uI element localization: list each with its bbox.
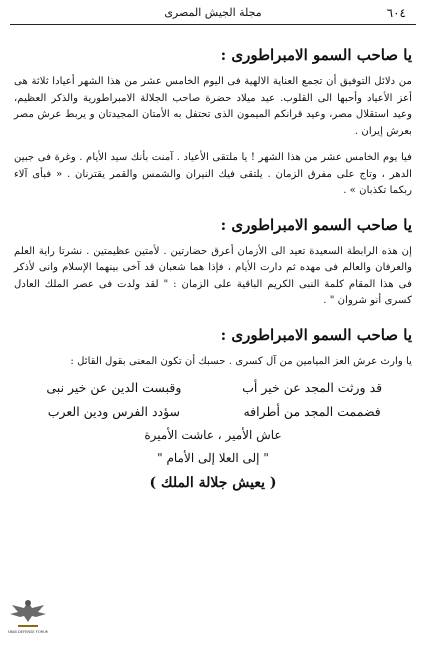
page-header [10,2,416,25]
page-number: ٦٠٤ [386,6,406,20]
section-heading: يا صاحب السمو الامبراطورى : [220,325,412,344]
verse-first-hemistich: فضممت المجد من أطرافه [243,404,381,419]
verse-second-hemistich: سؤدد الفرس ودين العرب [47,404,181,419]
closing-line: ( يعيش جلالة الملك ) [149,475,277,491]
section-heading: يا صاحب السمو الامبراطورى : [220,215,412,234]
section-heading: يا صاحب السمو الامبراطورى : [220,46,412,64]
running-title: مجلة الجيش المصرى [164,6,262,19]
article-body [14,30,412,491]
verse-second-hemistich: وقبست الدين عن خير نبى [46,380,182,395]
paragraph: من دلائل التوفيق أن تجمع العناية الالهية فى اليوم الخامس عشر من هذا الشهر أعيادا ثلاثة هى أعز الأعياد وأحبها الى القلوب. عيد ميلاد حضرة صاحب الجلالة الامبراطورية والذكر العظيم، وعيد استقلال مصر، وعيد قرانكم الميمون الذى تحتفل به الأمتان المجيدتان و يربط عرش مصر بعرش إيران . [14,76,412,137]
eagle-emblem-icon [8,596,48,640]
poem-verse [36,380,390,395]
paragraph: يا وارث عرش العز الميامين من آل كسرى . حسبك أن تكون المعنى بقول القائل : [70,355,412,367]
motto-line: " إلى العلا إلى الأمام " [157,451,269,465]
watermark-logo [8,596,48,640]
poem-verse [36,404,390,419]
svg-text:ARAB DEFENSE FORUM: ARAB DEFENSE FORUM [8,630,48,634]
paragraph: فيا يوم الخامس عشر من هذا الشهر ! يا ملتقى الأعياد . آمنت بأنك سيد الأيام . وغرة فى جبين الدهر ، وتاج على مفرق الزمان . يلتقى فيك النيران والشمس والقمر يقترنان . « فبأى آلاء ربكما تكذبان » . [14,152,412,196]
paragraph: إن هذه الرابطة السعيدة تعيد الى الأزمان أعرق حضارتين . لأمتين عظيمتين . نشرتا راية العلم والعرفان والعالم فى مهده ثم دارت الأيام ، فإذا هما شعبان قد آخى بينهما الإسلام وانى لأذكر فى هذا المقام كلمة النبى الكريم الباقية على الزمان : " لقد ولدت فى عصر الملك العادل كسرى أنو شروان " . [14,245,412,306]
verse-first-hemistich: قد ورثت المجد عن خير أب [242,380,383,395]
acclamation-line: عاش الأمير ، عاشت الأميرة [144,428,282,442]
